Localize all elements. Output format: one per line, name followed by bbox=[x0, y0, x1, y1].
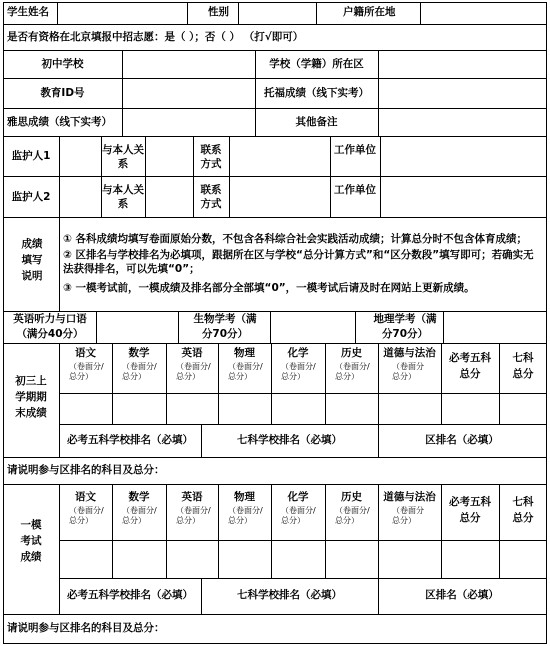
label-ielts: 雅思成绩（线下实考） bbox=[7, 116, 112, 128]
s2-rank-seven-school: 七科学校排名（必填） bbox=[237, 589, 342, 601]
s2-district-subjects-note: 请说明参与区排名的科目及总分： bbox=[7, 622, 165, 634]
s1-note-english: （卷面分/总分） bbox=[176, 362, 211, 381]
label-gender: 性别 bbox=[208, 6, 229, 18]
guardian-1-contact: 联系方式 bbox=[200, 144, 222, 170]
s2-subject-chemistry: 化学 bbox=[287, 491, 309, 503]
s1-rank-seven-school: 七科学校排名（必填） bbox=[237, 434, 342, 446]
s1-subject-chemistry: 化学 bbox=[287, 347, 309, 359]
label-edu-id: 教育ID号 bbox=[40, 87, 85, 99]
s2-rank-five-school: 必考五科学校排名（必填） bbox=[67, 589, 193, 601]
s2-note-chemistry: （卷面分/总分） bbox=[281, 506, 316, 525]
guardian-2-label: 监护人2 bbox=[11, 191, 51, 203]
s1-note-history: （卷面分/总分） bbox=[335, 362, 370, 381]
guardian-2-relation: 与本人关系 bbox=[102, 184, 144, 210]
score-note-1: ① 各科成绩均填写卷面原始分数，不包含各科综合社会实践活动成绩；计算总分时不包含体育成绩； bbox=[63, 233, 528, 245]
section-1-label: 初三上学期期末成绩 bbox=[15, 375, 47, 419]
s1-note-chemistry: （卷面分/总分） bbox=[281, 362, 316, 381]
s1-note-physics: （卷面分/总分） bbox=[228, 362, 263, 381]
s1-total-five: 必考五科总分 bbox=[449, 352, 491, 380]
s1-subject-english: 英语 bbox=[181, 347, 203, 359]
s1-district-subjects-note: 请说明参与区排名的科目及总分： bbox=[7, 464, 165, 476]
s1-subject-history: 历史 bbox=[341, 347, 362, 359]
s2-subject-morality: 道德与法治 bbox=[383, 491, 436, 503]
guardian-1-relation: 与本人关系 bbox=[102, 144, 144, 170]
s1-subject-physics: 物理 bbox=[234, 347, 255, 359]
label-junior-school: 初中学校 bbox=[41, 58, 84, 70]
s2-note-chinese: （卷面分/总分） bbox=[69, 506, 104, 525]
s2-note-history: （卷面分/总分） bbox=[335, 506, 370, 525]
s1-total-seven: 七科总分 bbox=[512, 352, 534, 380]
section-2-label: 一模考试成绩 bbox=[20, 519, 42, 563]
label-school-district: 学校（学籍）所在区 bbox=[269, 58, 364, 70]
label-student-name: 学生姓名 bbox=[7, 6, 49, 18]
s1-subject-morality: 道德与法治 bbox=[383, 347, 436, 359]
s1-note-math: （卷面分/总分） bbox=[122, 362, 157, 381]
s2-note-math: （卷面分/总分） bbox=[122, 506, 157, 525]
s2-total-seven: 七科总分 bbox=[512, 496, 534, 524]
s1-note-morality: （卷面分总分） bbox=[392, 362, 424, 381]
guardian-1-label: 监护人1 bbox=[11, 150, 51, 162]
s2-note-morality: （卷面分总分） bbox=[392, 506, 424, 525]
score-note-3: ③ 一模考试前，一模成绩及排名部分全部填“0”，一模考试后请及时在网站上更新成绩。 bbox=[63, 282, 475, 294]
s2-subject-physics: 物理 bbox=[234, 491, 255, 503]
eligibility-question: 是否有资格在北京填报中招志愿：是（ ）；否（ ） （打√即可） bbox=[7, 31, 304, 43]
label-biology: 生物学考（满分70分） bbox=[193, 313, 257, 340]
guardian-2-workplace: 工作单位 bbox=[334, 184, 376, 196]
label-english-listening: 英语听力与口语（满分40分） bbox=[13, 313, 87, 340]
label-toefl: 托福成绩（线下实考） bbox=[264, 87, 369, 99]
s2-note-physics: （卷面分/总分） bbox=[228, 506, 263, 525]
s2-subject-chinese: 语文 bbox=[75, 491, 96, 503]
s2-subject-english: 英语 bbox=[181, 491, 203, 503]
s1-rank-district: 区排名（必填） bbox=[425, 434, 499, 446]
score-notes-title: 成绩填写说明 bbox=[21, 238, 43, 282]
s1-note-chinese: （卷面分/总分） bbox=[69, 362, 104, 381]
s2-rank-district: 区排名（必填） bbox=[425, 589, 499, 601]
s1-subject-chinese: 语文 bbox=[75, 347, 96, 359]
score-note-2: ② 区排名与学校排名为必填项，跟据所在区与学校“总分计算方式”和“区分数段”填写即可；若确实无法获得排名，可以先填“0”； bbox=[63, 249, 534, 275]
guardian-2-contact: 联系方式 bbox=[200, 184, 222, 210]
s2-total-five: 必考五科总分 bbox=[449, 496, 491, 524]
label-geography: 地理学考（满分70分） bbox=[373, 313, 437, 340]
s2-subject-math: 数学 bbox=[128, 491, 150, 503]
guardian-1-workplace: 工作单位 bbox=[334, 144, 376, 156]
s1-subject-math: 数学 bbox=[128, 347, 150, 359]
s1-rank-five-school: 必考五科学校排名（必填） bbox=[67, 434, 193, 446]
s2-subject-history: 历史 bbox=[341, 491, 362, 503]
label-hukou: 户籍所在地 bbox=[343, 6, 396, 18]
label-other-notes: 其他备注 bbox=[295, 116, 338, 128]
s2-note-english: （卷面分/总分） bbox=[176, 506, 211, 525]
